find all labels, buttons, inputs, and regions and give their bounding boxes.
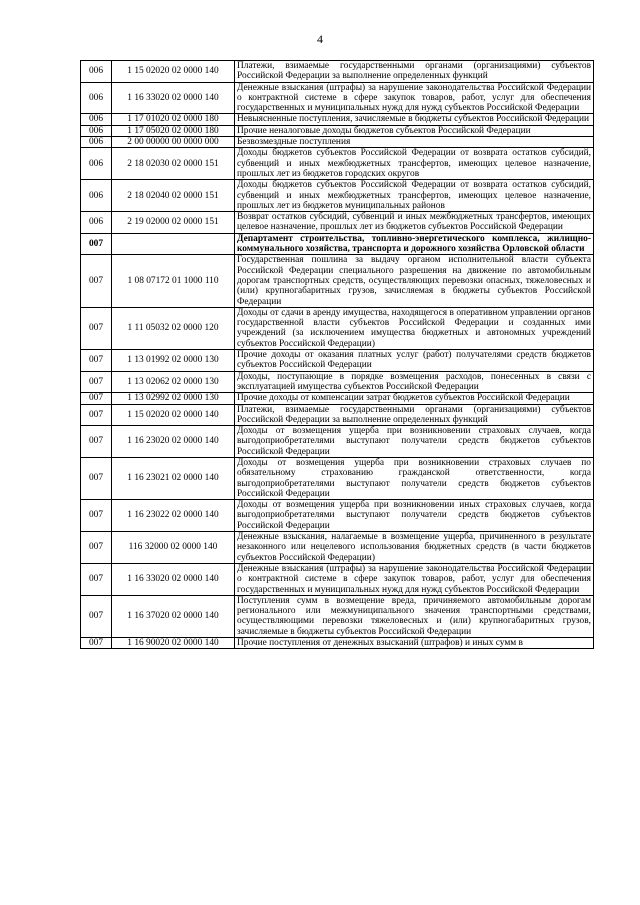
- table-row: [81, 137, 594, 148]
- table-row: [81, 350, 594, 372]
- revenue-code-cell: 2 18 02040 02 0000 151: [112, 180, 235, 212]
- revenue-code-cell: 1 11 05032 02 0000 120: [112, 307, 235, 349]
- revenue-name-cell: Доходы от возмещения ущерба при возникновении страховых случаев по обязательному страхованию гражданской ответственности, когда выгодоприобретателями выступают получатели средств бюджетов субъектов Российской Федерации: [235, 457, 594, 499]
- admin-code-cell: 007: [81, 371, 112, 393]
- admin-code-cell: 006: [81, 82, 112, 114]
- revenue-codes-table: [80, 60, 594, 649]
- revenue-code-cell: 1 16 23022 02 0000 140: [112, 500, 235, 532]
- revenue-name-cell: Возврат остатков субсидий, субвенций и иных межбюджетных трансфертов, имеющих целевое назначение, прошлых лет из бюджетов субъектов Российской Федерации: [235, 212, 594, 234]
- revenue-code-cell: 1 16 33020 02 0000 140: [112, 563, 235, 595]
- revenue-code-cell: 1 13 02992 02 0000 130: [112, 393, 235, 404]
- revenue-name-cell: Платежи, взимаемые государственными органами (организациями) субъектов Российской Федерации за выполнение определенных функций: [235, 61, 594, 83]
- admin-code-cell: 007: [81, 255, 112, 307]
- revenue-name-cell: Прочие доходы от оказания платных услуг (работ) получателями средств бюджетов субъектов Российской Федерации: [235, 350, 594, 372]
- revenue-code-cell: 1 16 33020 02 0000 140: [112, 82, 235, 114]
- table-row: [81, 212, 594, 234]
- revenue-code-cell: 2 18 02030 02 0000 151: [112, 148, 235, 180]
- admin-code-cell: 007: [81, 426, 112, 458]
- table-row: [81, 180, 594, 212]
- table-row: [81, 426, 594, 458]
- revenue-code-cell: 1 16 23021 02 0000 140: [112, 457, 235, 499]
- revenue-code-cell: 1 16 37020 02 0000 140: [112, 595, 235, 637]
- admin-code-cell: 006: [81, 125, 112, 136]
- table-row: [81, 255, 594, 307]
- revenue-name-cell: Денежные взыскания, налагаемые в возмещение ущерба, причиненного в результате незаконного или нецелевого использования бюджетных средств (в части бюджетов субъектов Российской Федерации): [235, 532, 594, 564]
- revenue-name-cell: Доходы бюджетов субъектов Российской Федерации от возврата остатков субсидий, субвенций и иных межбюджетных трансфертов, имеющих целевое назначение, прошлых лет из бюджетов городских округов: [235, 148, 594, 180]
- admin-code-cell: 006: [81, 114, 112, 125]
- revenue-name-cell: Поступления сумм в возмещение вреда, причиняемого автомобильным дорогам регионального или межмуниципального значения транспортными средствами, осуществляющими перевозки тяжеловесных и (или) крупногабаритных грузов, зачисляемые в бюджеты субъектов Российской Федерации: [235, 595, 594, 637]
- table-row: [81, 61, 594, 83]
- admin-code-cell: 006: [81, 212, 112, 234]
- admin-code-cell: 007: [81, 457, 112, 499]
- revenue-name-cell: Доходы от возмещения ущерба при возникновении страховых случаев, когда выгодоприобретателями выступают получатели средств бюджетов субъектов Российской Федерации: [235, 426, 594, 458]
- revenue-code-cell: 1 17 05020 02 0000 180: [112, 125, 235, 136]
- revenue-code-cell: 1 16 90020 02 0000 140: [112, 638, 235, 649]
- admin-code-cell: 007: [81, 563, 112, 595]
- table-row: [81, 114, 594, 125]
- revenue-name-cell: Прочие неналоговые доходы бюджетов субъектов Российской Федерации: [235, 125, 594, 136]
- revenue-name-cell: Платежи, взимаемые государственными органами (организациями) субъектов Российской Федерации за выполнение определенных функций: [235, 404, 594, 426]
- revenue-name-cell: Департамент строительства, топливно-энергетического комплекса, жилищно-коммунального хозяйства, транспорта и дорожного хозяйства Орловской области: [235, 233, 594, 255]
- revenue-code-cell: [112, 233, 235, 255]
- admin-code-cell: 007: [81, 404, 112, 426]
- revenue-name-cell: Государственная пошлина за выдачу органом исполнительной власти субъекта Российской Федерации специального разрешения на движение по автомобильным дорогам транспортных средств, осуществляющих перевозки опасных, тяжеловесных и (или) крупногабаритных грузов, зачисляемая в бюджеты субъектов Российской Федерации: [235, 255, 594, 307]
- table-row: [81, 457, 594, 499]
- revenue-code-cell: 2 00 00000 00 0000 000: [112, 137, 235, 148]
- table-row: [81, 125, 594, 136]
- table-row: [81, 148, 594, 180]
- revenue-name-cell: Доходы, поступающие в порядке возмещения расходов, понесенных в связи с эксплуатацией имущества субъектов Российской Федерации: [235, 371, 594, 393]
- table-row: [81, 82, 594, 114]
- revenue-name-cell: Безвозмездные поступления: [235, 137, 594, 148]
- admin-code-cell: 007: [81, 595, 112, 637]
- revenue-code-cell: 1 16 23020 02 0000 140: [112, 426, 235, 458]
- revenue-code-cell: 2 19 02000 02 0000 151: [112, 212, 235, 234]
- admin-code-cell: 007: [81, 532, 112, 564]
- admin-code-cell: 006: [81, 137, 112, 148]
- table-row: [81, 595, 594, 637]
- table-body: [81, 61, 594, 649]
- table-row: [81, 233, 594, 255]
- admin-code-cell: 006: [81, 180, 112, 212]
- revenue-name-cell: Доходы от сдачи в аренду имущества, находящегося в оперативном управлении органов государственной власти субъектов Российской Федерации и созданных ими учреждений (за исключением имущества бюджетных и автономных учреждений субъектов Российской Федерации): [235, 307, 594, 349]
- table-row: [81, 371, 594, 393]
- admin-code-cell: 006: [81, 148, 112, 180]
- revenue-code-cell: 1 15 02020 02 0000 140: [112, 61, 235, 83]
- revenue-code-cell: 1 08 07172 01 1000 110: [112, 255, 235, 307]
- admin-code-cell: 007: [81, 638, 112, 649]
- revenue-code-cell: 1 13 01992 02 0000 130: [112, 350, 235, 372]
- revenue-name-cell: Доходы от возмещения ущерба при возникновении иных страховых случаев, когда выгодоприобретателями выступают получатели средств бюджетов субъектов Российской Федерации: [235, 500, 594, 532]
- revenue-name-cell: Денежные взыскания (штрафы) за нарушение законодательства Российской Федерации о контрактной системе в сфере закупок товаров, работ, услуг для обеспечения государственных и муниципальных нужд для нужд субъектов Российской Федерации: [235, 82, 594, 114]
- admin-code-cell: 007: [81, 233, 112, 255]
- table-row: [81, 500, 594, 532]
- revenue-name-cell: Денежные взыскания (штрафы) за нарушение законодательства Российской Федерации о контрактной системе в сфере закупок товаров, работ, услуг для обеспечения государственных и муниципальных нужд для нужд субъектов Российской Федерации: [235, 563, 594, 595]
- table-row: [81, 404, 594, 426]
- revenue-name-cell: Прочие поступления от денежных взысканий (штрафов) и иных сумм в: [235, 638, 594, 649]
- admin-code-cell: 007: [81, 350, 112, 372]
- table-row: [81, 638, 594, 649]
- revenue-code-cell: 1 13 02062 02 0000 130: [112, 371, 235, 393]
- admin-code-cell: 007: [81, 393, 112, 404]
- revenue-code-cell: 1 15 02020 02 0000 140: [112, 404, 235, 426]
- revenue-name-cell: Доходы бюджетов субъектов Российской Федерации от возврата остатков субсидий, субвенций и иных межбюджетных трансфертов, имеющих целевое назначение, прошлых лет из бюджетов муниципальных районов: [235, 180, 594, 212]
- admin-code-cell: 007: [81, 307, 112, 349]
- admin-code-cell: 006: [81, 61, 112, 83]
- revenue-code-cell: 116 32000 02 0000 140: [112, 532, 235, 564]
- revenue-code-cell: 1 17 01020 02 0000 180: [112, 114, 235, 125]
- table-row: [81, 307, 594, 349]
- table-row: [81, 532, 594, 564]
- table-row: [81, 393, 594, 404]
- page-number: 4: [317, 32, 323, 46]
- table-row: [81, 563, 594, 595]
- revenue-name-cell: Невыясненные поступления, зачисляемые в бюджеты субъектов Российской Федерации: [235, 114, 594, 125]
- revenue-name-cell: Прочие доходы от компенсации затрат бюджетов субъектов Российской Федерации: [235, 393, 594, 404]
- admin-code-cell: 007: [81, 500, 112, 532]
